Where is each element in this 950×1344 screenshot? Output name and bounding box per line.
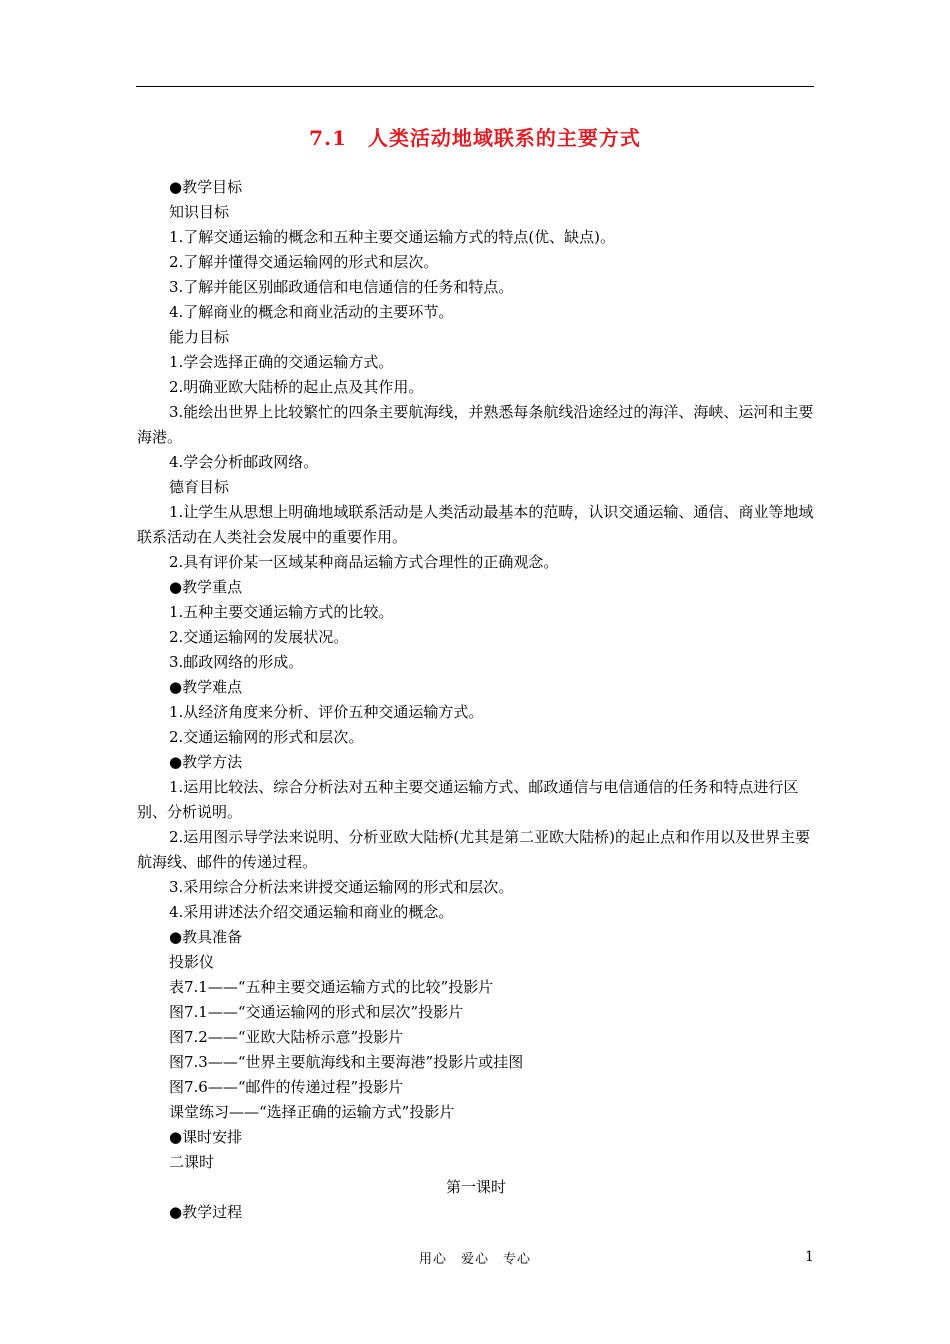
- paragraph: 2.明确亚欧大陆桥的起止点及其作用。: [169, 378, 424, 396]
- paragraph: 4.采用讲述法介绍交通运输和商业的概念。: [169, 903, 454, 921]
- lesson-heading: 第一课时: [445, 1178, 506, 1196]
- paragraph: 1.让学生从思想上明确地域联系活动是人类活动最基本的范畴，认识交通运输、通信、商业等地域联系活动在人类社会发展中的重要作用。: [137, 503, 814, 546]
- paragraph: 4.了解商业的概念和商业活动的主要环节。: [169, 303, 454, 321]
- paragraph: 2.具有评价某一区域某种商品运输方式合理性的正确观念。: [169, 553, 559, 571]
- paragraph: 图7.2——“亚欧大陆桥示意”投影片: [169, 1028, 404, 1046]
- header-rule: [136, 86, 814, 87]
- paragraph: 图7.6——“邮件的传递过程”投影片: [169, 1078, 404, 1096]
- paragraph: 2.交通运输网的形式和层次。: [169, 728, 364, 746]
- paragraph: 课堂练习——“选择正确的运输方式”投影片: [169, 1103, 455, 1121]
- page-title: 7.1 人类活动地域联系的主要方式: [309, 126, 641, 150]
- paragraph: 表7.1——“五种主要交通运输方式的比较”投影片: [169, 978, 494, 996]
- paragraph: 3.采用综合分析法来讲授交通运输网的形式和层次。: [169, 878, 514, 896]
- paragraph: ●教学目标: [169, 178, 243, 196]
- paragraph: ●课时安排: [169, 1128, 243, 1146]
- paragraph: 知识目标: [169, 203, 230, 221]
- paragraph: 二课时: [169, 1153, 215, 1171]
- paragraph: 1.学会选择正确的交通运输方式。: [169, 353, 394, 371]
- paragraph: ●教学方法: [169, 753, 243, 771]
- paragraph: 图7.1——“交通运输网的形式和层次”投影片: [169, 1003, 464, 1021]
- process-heading: ●教学过程: [169, 1203, 243, 1221]
- paragraph: 图7.3——“世界主要航海线和主要海港”投影片或挂图: [169, 1053, 524, 1071]
- paragraph: 1.运用比较法、综合分析法对五种主要交通运输方式、邮政通信与电信通信的任务和特点进行区别、分析说明。: [137, 778, 799, 821]
- paragraph: 1.从经济角度来分析、评价五种交通运输方式。: [169, 703, 484, 721]
- paragraph: ●教学重点: [169, 578, 243, 596]
- paragraph: 3.能绘出世界上比较繁忙的四条主要航海线，并熟悉每条航线沿途经过的海洋、海峡、运河和主要海港。: [137, 403, 814, 446]
- page-footer: 用心 爱心 专心: [418, 1252, 531, 1267]
- paragraph: 3.邮政网络的形成。: [169, 653, 304, 671]
- paragraph: 2.交通运输网的发展状况。: [169, 628, 349, 646]
- paragraph: ●教学难点: [169, 678, 243, 696]
- paragraph: 2.了解并懂得交通运输网的形式和层次。: [169, 253, 439, 271]
- page-number: 1: [805, 1249, 814, 1265]
- paragraph: 能力目标: [169, 328, 230, 346]
- paragraph: 投影仪: [169, 953, 215, 971]
- paragraph: 1.五种主要交通运输方式的比较。: [169, 603, 394, 621]
- paragraph: 3.了解并能区别邮政通信和电信通信的任务和特点。: [169, 278, 514, 296]
- paragraph: 4.学会分析邮政网络。: [169, 453, 319, 471]
- paragraph: 德育目标: [169, 478, 230, 496]
- paragraph: 1.了解交通运输的概念和五种主要交通运输方式的特点(优、缺点)。: [169, 228, 616, 246]
- paragraph: ●教具准备: [169, 928, 243, 946]
- document-body: [137, 175, 815, 1225]
- paragraph: 2.运用图示导学法来说明、分析亚欧大陆桥(尤其是第二亚欧大陆桥)的起止点和作用以及世界主要航海线、邮件的传递过程。: [137, 828, 811, 871]
